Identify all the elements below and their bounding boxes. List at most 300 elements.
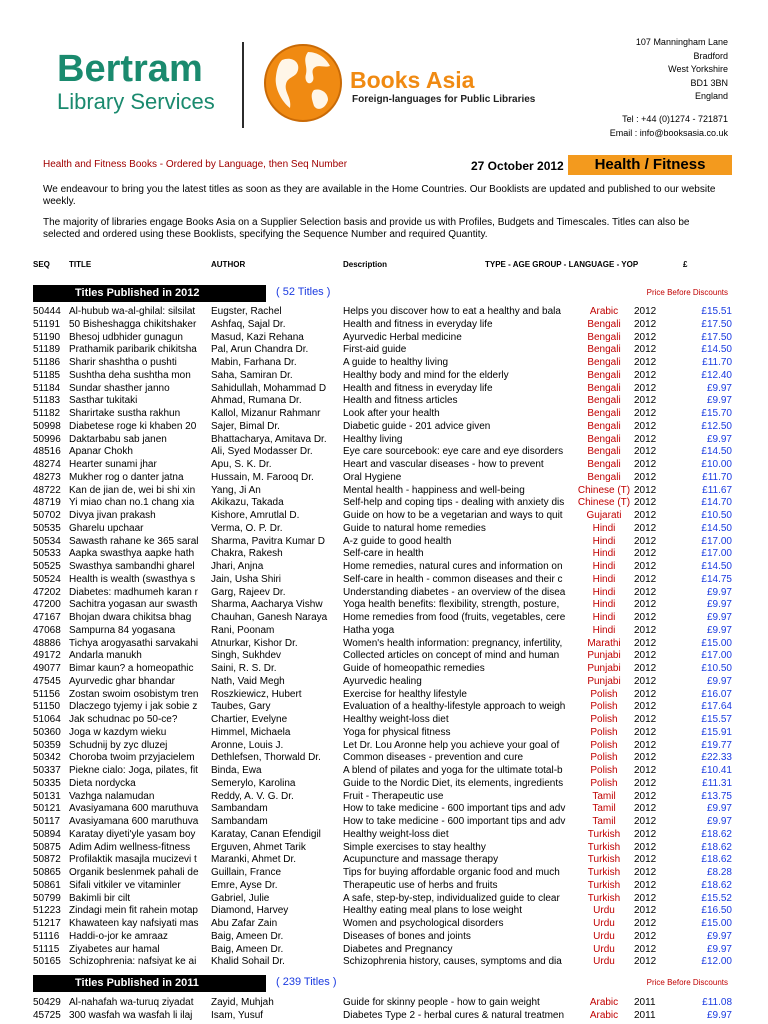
year-cell: 2012 <box>634 790 657 802</box>
address-line: England <box>694 91 728 102</box>
author-cell: Emre, Ayse Dr. <box>211 879 278 891</box>
books-asia-brand: Books Asia <box>350 67 475 93</box>
table-row <box>0 523 768 536</box>
description-cell: Guide to natural home remedies <box>343 522 486 534</box>
description-cell: Fruit - Therapeutic use <box>343 790 444 802</box>
year-cell: 2012 <box>634 599 657 611</box>
table-row <box>0 612 768 625</box>
price-cell: £12.50 <box>701 420 732 432</box>
title-cell: Kan de jian de, wei bi shi xin <box>69 484 196 496</box>
description-cell: Women and psychological disorders <box>343 918 504 929</box>
author-cell: Garg, Rajeev Dr. <box>211 586 286 598</box>
table-row <box>0 574 768 587</box>
language-cell: Bengali <box>587 395 621 407</box>
title-cell: Yi miao chan no.1 chang xia <box>69 497 195 509</box>
year-cell: 2012 <box>634 816 657 827</box>
author-cell: Akikazu, Takada <box>211 497 284 509</box>
title-cell: Vazhga nalamudan <box>69 790 155 802</box>
price-cell: £10.50 <box>701 510 732 521</box>
author-cell: Semerylo, Karolina <box>211 777 296 789</box>
author-cell: Atnurkar, Kishor Dr. <box>211 637 298 649</box>
price-cell: £10.50 <box>701 663 732 674</box>
price-cell: £17.64 <box>701 701 732 713</box>
description-cell: Diseases of bones and joints <box>343 930 471 942</box>
year-cell: 2012 <box>634 471 657 483</box>
author-cell: Guillain, France <box>211 867 282 878</box>
seq-cell: 48273 <box>33 471 61 483</box>
year-cell: 2012 <box>634 930 657 942</box>
year-cell: 2012 <box>634 522 657 534</box>
seq-cell: 50131 <box>33 790 61 802</box>
language-cell: Urdu <box>593 956 615 968</box>
seq-cell: 51223 <box>33 905 61 917</box>
author-cell: Verma, O. P. Dr. <box>211 522 283 534</box>
description-cell: Women's health information: pregnancy, infertility, <box>343 637 563 649</box>
price-cell: £15.57 <box>701 714 732 725</box>
title-cell: Divya jivan prakash <box>69 510 156 521</box>
table-row <box>0 663 768 676</box>
intro-paragraph: The majority of libraries engage Books Asia on a Supplier Selection basis and provide us with Profiles, Budgets and Timescales. Titles can also be selected and ordered using these Booklists, specifying the Sequence Number and required Quantity. <box>43 217 690 240</box>
title-cell: Sundar shasther janno <box>69 382 170 394</box>
description-cell: Healthy body and mind for the elderly <box>343 369 509 381</box>
description-cell: Healthy weight-loss diet <box>343 714 449 725</box>
table-row <box>0 689 768 702</box>
title-cell: Profilaktik masajla mucizevi t <box>69 854 197 866</box>
year-cell: 2012 <box>634 446 657 458</box>
booklist-subtitle: Health and Fitness Books - Ordered by Language, then Seq Number <box>43 159 348 170</box>
year-cell: 2012 <box>634 548 657 560</box>
description-cell: A safe, step-by-step, individualized guide to clear <box>343 892 560 904</box>
language-cell: Bengali <box>587 369 621 381</box>
price-cell: £18.62 <box>701 841 732 853</box>
language-cell: Turkish <box>587 841 621 853</box>
price-cell: £18.62 <box>701 854 732 866</box>
table-row <box>0 344 768 357</box>
language-cell: Bengali <box>587 382 621 394</box>
table-row <box>0 997 768 1010</box>
language-cell: Polish <box>590 765 618 776</box>
description-cell: Look after your health <box>343 408 440 419</box>
author-cell: Aronne, Louis J. <box>211 739 284 751</box>
description-cell: Diabetes and Pregnancy <box>343 943 453 955</box>
seq-cell: 50335 <box>33 777 61 789</box>
title-cell: Ayurvedic ghar bhandar <box>69 675 175 687</box>
logo-line2: Library Services <box>57 89 215 114</box>
price-note-2012: Price Before Discounts <box>646 288 728 297</box>
language-cell: Turkish <box>587 867 621 878</box>
author-cell: Jhari, Anjna <box>211 561 264 572</box>
telephone: Tel : +44 (0)1274 - 721871 <box>622 114 728 124</box>
year-cell: 2012 <box>634 382 657 394</box>
language-cell: Turkish <box>587 892 621 904</box>
description-cell: A guide to healthy living <box>343 357 449 368</box>
table-row <box>0 650 768 663</box>
description-cell: Yoga for physical fitness <box>343 726 451 738</box>
category-badge: Health / Fitness <box>568 155 732 175</box>
table-row <box>0 434 768 447</box>
seq-cell: 51182 <box>33 408 61 419</box>
title-cell: Zostan swoim osobistym tren <box>69 688 199 700</box>
price-cell: £9.97 <box>706 599 732 611</box>
description-cell: Home remedies, natural cures and information on <box>343 561 563 572</box>
title-cell: Diabetese roge ki khaben 20 <box>69 420 197 432</box>
description-cell: Health and fitness in everyday life <box>343 382 493 394</box>
seq-cell: 47068 <box>33 624 61 636</box>
year-cell: 2012 <box>634 433 657 445</box>
author-cell: Sajer, Bimal Dr. <box>211 420 280 432</box>
table-row <box>0 599 768 612</box>
year-cell: 2012 <box>634 624 657 636</box>
table-row <box>0 778 768 791</box>
year-cell: 2012 <box>634 739 657 751</box>
price-cell: £17.00 <box>701 548 732 560</box>
description-cell: Self-help and coping tips - dealing with anxiety dis <box>343 497 565 509</box>
seq-cell: 47202 <box>33 586 61 598</box>
title-cell: Sharir shashtha o pushti <box>69 357 177 368</box>
description-cell: Common diseases - prevention and cure <box>343 752 524 764</box>
price-cell: £9.97 <box>706 433 732 445</box>
price-cell: £11.70 <box>702 471 732 483</box>
language-cell: Hindi <box>592 599 616 611</box>
language-cell: Polish <box>590 739 618 751</box>
author-cell: Sambandam <box>211 803 268 815</box>
author-cell: Maranki, Ahmet Dr. <box>211 854 297 866</box>
language-cell: Chinese (T) <box>577 497 631 509</box>
year-cell: 2012 <box>634 535 657 547</box>
author-cell: Khalid Sohail Dr. <box>211 956 285 968</box>
price-cell: £16.50 <box>701 905 732 917</box>
author-cell: Sharma, Pavitra Kumar D <box>211 535 325 547</box>
seq-cell: 51064 <box>33 714 61 725</box>
title-cell: Sharirtake sustha rakhun <box>69 408 181 419</box>
year-cell: 2012 <box>634 408 657 419</box>
price-cell: £18.62 <box>701 828 732 840</box>
table-row <box>0 727 768 740</box>
table-row <box>0 497 768 510</box>
year-cell: 2012 <box>634 369 657 381</box>
year-cell: 2012 <box>634 357 657 368</box>
price-cell: £19.77 <box>701 739 732 751</box>
title-cell: Karatay diyeti'yle yasam boy <box>69 828 196 840</box>
language-cell: Hindi <box>592 612 616 623</box>
title-cell: Al-nahafah wa-turuq ziyadat <box>69 997 194 1008</box>
table-row <box>0 510 768 523</box>
language-cell: Bengali <box>587 331 621 343</box>
author-cell: Saha, Samiran Dr. <box>211 369 293 381</box>
language-cell: Punjabi <box>587 663 621 674</box>
language-cell: Bengali <box>587 357 621 368</box>
language-cell: Hindi <box>592 561 616 572</box>
language-cell: Bengali <box>587 318 621 330</box>
language-cell: Urdu <box>593 918 615 929</box>
price-cell: £12.40 <box>701 369 732 381</box>
year-cell: 2012 <box>634 510 657 521</box>
price-cell: £9.97 <box>706 1009 732 1021</box>
title-cell: Sasthar tukitaki <box>69 395 138 407</box>
author-cell: Nath, Vaid Megh <box>211 675 285 687</box>
language-cell: Arabic <box>589 997 619 1008</box>
price-cell: £10.00 <box>701 459 732 470</box>
year-cell: 2012 <box>634 420 657 432</box>
seq-cell: 50702 <box>33 510 61 521</box>
author-cell: Sharma, Aacharya Vishw <box>211 599 323 611</box>
author-cell: Abu Zafar Zain <box>211 918 278 929</box>
language-cell: Bengali <box>587 471 621 483</box>
year-cell: 2012 <box>634 892 657 904</box>
language-cell: Tamil <box>592 803 616 815</box>
author-cell: Chakra, Rakesh <box>211 548 283 560</box>
table-row <box>0 931 768 944</box>
table-row <box>0 319 768 332</box>
language-cell: Hindi <box>592 548 616 560</box>
description-cell: A-z guide to good health <box>343 535 452 547</box>
title-cell: Bakimli bir cilt <box>69 892 131 904</box>
table-row <box>0 918 768 931</box>
table-row <box>0 472 768 485</box>
title-cell: Khawateen kay nafsiyati mas <box>69 918 199 929</box>
price-cell: £10.41 <box>701 765 732 776</box>
price-cell: £9.97 <box>706 675 732 687</box>
language-cell: Hindi <box>592 535 616 547</box>
description-cell: Health and fitness articles <box>343 395 458 407</box>
title-cell: Sifali vitkiler ve vitaminler <box>69 879 181 891</box>
year-cell: 2012 <box>634 752 657 764</box>
language-cell: Turkish <box>587 828 621 840</box>
title-cell: Joga w kazdym wieku <box>69 726 167 738</box>
title-cell: Ziyabetes aur hamal <box>69 943 160 955</box>
price-note-2011: Price Before Discounts <box>646 978 728 987</box>
price-cell: £17.00 <box>701 535 732 547</box>
language-cell: Hindi <box>592 586 616 598</box>
table-row <box>0 867 768 880</box>
language-cell: Tamil <box>592 790 616 802</box>
author-cell: Apu, S. K. Dr. <box>211 459 272 470</box>
description-cell: Exercise for healthy lifestyle <box>343 688 467 700</box>
language-cell: Urdu <box>593 905 615 917</box>
table-row <box>0 854 768 867</box>
description-cell: Ayurvedic healing <box>343 675 422 687</box>
language-cell: Bengali <box>587 459 621 470</box>
seq-cell: 48274 <box>33 459 61 470</box>
author-cell: Jain, Usha Shiri <box>211 573 282 585</box>
year-cell: 2012 <box>634 943 657 955</box>
price-cell: £14.50 <box>701 344 732 356</box>
table-row <box>0 395 768 408</box>
year-cell: 2012 <box>634 879 657 891</box>
price-cell: £18.62 <box>701 879 732 891</box>
price-cell: £15.00 <box>701 918 732 929</box>
table-row <box>0 357 768 370</box>
col-description: Description <box>343 260 388 269</box>
year-cell: 2012 <box>634 841 657 853</box>
language-cell: Polish <box>590 752 618 764</box>
author-cell: Erguven, Ahmet Tarik <box>211 841 306 853</box>
seq-cell: 51115 <box>33 943 60 955</box>
price-cell: £11.08 <box>702 997 732 1008</box>
author-cell: Yang, Ji An <box>211 484 261 496</box>
year-cell: 2012 <box>634 867 657 878</box>
seq-cell: 51189 <box>33 344 61 356</box>
price-cell: £22.33 <box>701 752 732 764</box>
year-cell: 2011 <box>634 997 656 1008</box>
author-cell: Gabriel, Julie <box>211 892 270 904</box>
title-cell: Mukher rog o danter jatna <box>69 471 184 483</box>
table-row <box>0 803 768 816</box>
intro-text <box>43 184 723 250</box>
seq-cell: 50121 <box>33 803 61 815</box>
seq-cell: 51156 <box>33 688 61 700</box>
col-seq: SEQ <box>33 260 50 269</box>
table-row <box>0 625 768 638</box>
language-cell: Hindi <box>592 573 616 585</box>
description-cell: Heart and vascular diseases - how to prevent <box>343 459 544 470</box>
description-cell: Health and fitness in everyday life <box>343 318 493 330</box>
price-cell: £17.50 <box>701 318 732 330</box>
description-cell: Diabetic guide - 201 advice given <box>343 420 491 432</box>
title-cell: Haddi-o-jor ke amraaz <box>69 930 168 942</box>
year-cell: 2012 <box>634 726 657 738</box>
table-row <box>0 446 768 459</box>
table-row <box>0 1010 768 1023</box>
author-cell: Karatay, Canan Efendigil <box>211 828 321 840</box>
seq-cell: 48722 <box>33 484 61 496</box>
title-cell: Schizophrenia: nafsiyat ke ai <box>69 956 197 968</box>
description-cell: A blend of pilates and yoga for the ultimate total-b <box>343 765 563 776</box>
year-cell: 2012 <box>634 344 657 356</box>
price-cell: £9.97 <box>706 930 732 942</box>
language-cell: Gujarati <box>586 510 622 521</box>
price-cell: £9.97 <box>706 943 732 955</box>
description-cell: Therapeutic use of herbs and fruits <box>343 879 498 891</box>
seq-cell: 47200 <box>33 599 61 611</box>
description-cell: Diabetes Type 2 - herbal cures & natural treatmen <box>343 1009 565 1021</box>
year-cell: 2012 <box>634 650 657 662</box>
price-cell: £16.07 <box>701 688 732 700</box>
year-cell: 2012 <box>634 331 657 343</box>
title-cell: Schudnij by zyc dluzej <box>69 739 168 751</box>
author-cell: Taubes, Gary <box>211 701 271 713</box>
title-cell: Prathamik paribarik chikitsha <box>69 344 197 356</box>
table-row <box>0 587 768 600</box>
year-cell: 2012 <box>634 484 657 496</box>
price-cell: £12.00 <box>701 956 732 968</box>
author-cell: Ashfaq, Sajal Dr. <box>211 318 286 330</box>
price-cell: £15.00 <box>701 637 732 649</box>
language-cell: Bengali <box>587 408 621 419</box>
booklist-date: 27 October 2012 <box>471 159 564 173</box>
seq-cell: 48719 <box>33 497 61 509</box>
author-cell: Reddy, A. V. G. Dr. <box>211 790 294 802</box>
year-cell: 2012 <box>634 395 657 407</box>
year-cell: 2012 <box>634 318 657 330</box>
description-cell: Healthy weight-loss diet <box>343 828 449 840</box>
seq-cell: 50165 <box>33 956 61 968</box>
seq-cell: 51185 <box>33 369 61 381</box>
seq-cell: 50533 <box>33 548 61 560</box>
seq-cell: 50875 <box>33 841 61 853</box>
description-cell: Guide on how to be a vegetarian and ways to quit <box>343 510 563 521</box>
year-cell: 2012 <box>634 459 657 470</box>
description-cell: Hatha yoga <box>343 624 395 636</box>
seq-cell: 45725 <box>33 1009 61 1021</box>
seq-cell: 50429 <box>33 997 61 1008</box>
price-cell: £8.28 <box>706 867 732 878</box>
description-cell: First-aid guide <box>343 344 407 356</box>
title-cell: Bhesoj udbhider gunagun <box>69 331 183 343</box>
title-cell: Zindagi mein fit rahein motap <box>69 905 198 917</box>
title-cell: Andarla manukh <box>69 650 142 662</box>
title-cell: 50 Bisheshagga chikitshaker <box>69 318 197 330</box>
price-cell: £9.97 <box>706 803 732 815</box>
address-block <box>636 36 728 104</box>
language-cell: Turkish <box>587 854 621 866</box>
description-cell: Guide for skinny people - how to gain weight <box>343 997 540 1008</box>
description-cell: Mental health - happiness and well-being <box>343 484 525 496</box>
seq-cell: 50342 <box>33 752 61 764</box>
seq-cell: 51190 <box>33 331 61 343</box>
table-row <box>0 676 768 689</box>
seq-cell: 50359 <box>33 739 61 751</box>
author-cell: Kishore, Amrutlal D. <box>211 510 300 521</box>
section-header-2011: Titles Published in 2011 <box>33 975 266 992</box>
description-cell: Guide of homeopathic remedies <box>343 663 485 674</box>
description-cell: Understanding diabetes - an overview of the disea <box>343 586 566 598</box>
language-cell: Turkish <box>587 879 621 891</box>
intro-paragraph: We endeavour to bring you the latest titles as soon as they are available in the Home Countries. Our Booklists are updated and published to our website weekly. <box>43 184 716 207</box>
language-cell: Chinese (T) <box>577 484 631 496</box>
language-cell: Bengali <box>587 433 621 445</box>
author-cell: Eugster, Rachel <box>211 306 282 317</box>
year-cell: 2012 <box>634 905 657 917</box>
title-cell: Dieta nordycka <box>69 777 136 789</box>
table-row <box>0 893 768 906</box>
seq-cell: 50799 <box>33 892 61 904</box>
email[interactable]: Email : info@booksasia.co.uk <box>609 127 728 138</box>
table-row <box>0 408 768 421</box>
contact-block <box>610 113 728 140</box>
description-cell: Let Dr. Lou Aronne help you achieve your goal of <box>343 739 560 751</box>
price-cell: £14.50 <box>701 522 732 534</box>
price-cell: £11.31 <box>702 777 732 789</box>
seq-cell: 47167 <box>33 612 61 623</box>
address-line: BD1 3BN <box>690 77 728 88</box>
price-cell: £14.50 <box>701 446 732 458</box>
table-row <box>0 383 768 396</box>
table-row <box>0 701 768 714</box>
price-cell: £9.97 <box>706 395 732 407</box>
section-count-2011: ( 239 Titles ) <box>276 976 337 988</box>
year-cell: 2012 <box>634 612 657 623</box>
author-cell: Chauhan, Ganesh Naraya <box>211 612 328 623</box>
description-cell: Acupuncture and massage therapy <box>343 854 499 866</box>
title-cell: Swasthya sambandhi gharel <box>69 561 195 572</box>
language-cell: Urdu <box>593 943 615 955</box>
table-row <box>0 956 768 969</box>
seq-cell: 50360 <box>33 726 61 738</box>
author-cell: Ali, Syed Modasser Dr. <box>211 446 313 458</box>
seq-cell: 50865 <box>33 867 61 878</box>
year-cell: 2012 <box>634 854 657 866</box>
author-cell: Rani, Poonam <box>211 624 275 636</box>
title-cell: Al-hubub wa-al-ghilal: silsilat <box>69 306 196 317</box>
year-cell: 2012 <box>634 828 657 840</box>
seq-cell: 50861 <box>33 879 61 891</box>
price-cell: £15.51 <box>701 306 732 317</box>
address-line: 107 Manningham Lane <box>635 37 728 47</box>
author-cell: Diamond, Harvey <box>211 905 289 917</box>
author-cell: Sambandam <box>211 816 268 827</box>
language-cell: Polish <box>590 726 618 738</box>
